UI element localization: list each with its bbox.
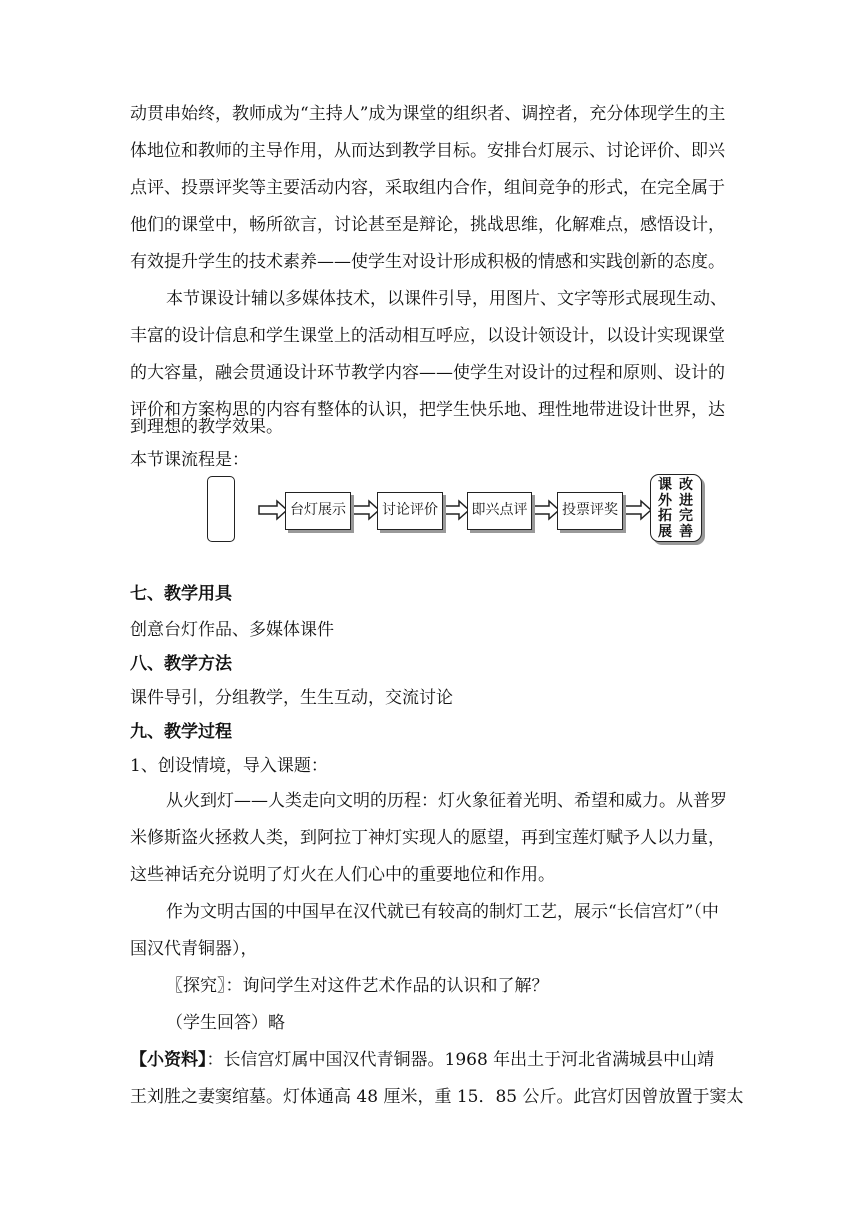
flow-final-col-1: 课外拓展 — [658, 477, 672, 540]
paragraph-1-line-1: 动贯串始终，教师成为“主持人”成为课堂的组织者、调控者，充分体现学生的主 — [130, 104, 726, 124]
flow-step-3-label: 即兴点评 — [471, 502, 528, 518]
arrow-4 — [532, 501, 559, 519]
paragraph-2-line-5: 到理想的教学效果。 — [130, 417, 283, 437]
section-7-title: 七、教学用具 — [130, 584, 232, 604]
paragraph-4-line-1: 作为文明古国的中国早在汉代就已有较高的制灯工艺，展示“长信宫灯”（中 — [166, 902, 719, 922]
flow-final-box — [650, 474, 702, 542]
flow-step-1 — [285, 492, 351, 530]
section-7-body: 创意台灯作品、多媒体课件 — [130, 620, 334, 640]
flowchart-arrows — [205, 474, 715, 546]
paragraph-2-line-3: 的大容量，融会贯通设计环节教学内容——使学生对设计的过程和原则、设计的 — [130, 363, 725, 383]
paragraph-1-line-5: 有效提升学生的技术素养——使学生对设计形成积极的情感和实践创新的态度。 — [130, 252, 725, 272]
paragraph-3-line-1: 从火到灯——人类走向文明的历程：灯火象征着光明、希望和威力。从普罗 — [166, 791, 727, 811]
student-answer-line: （学生回答）略 — [166, 1013, 285, 1033]
paragraph-2-line-1: 本节课设计辅以多媒体技术，以课件引导，用图片、文字等形式展现生动、 — [166, 289, 727, 309]
material-label: 【小资料】 — [130, 1050, 207, 1070]
explore-line: 〖探究〗：询问学生对这件艺术作品的认识和了解？ — [166, 976, 549, 996]
arrow-1 — [259, 501, 287, 519]
arrow-2 — [351, 501, 379, 519]
paragraph-1-line-3: 点评、投票评奖等主要活动内容，采取组内合作，组间竞争的形式，在完全属于 — [130, 178, 725, 198]
section-9-sub-1: 1、创设情境，导入课题： — [130, 756, 328, 776]
flow-intro: 本节课流程是： — [130, 450, 249, 470]
paragraph-3-line-2: 米修斯盗火拯救人类，到阿拉丁神灯实现人的愿望，再到宝莲灯赋予人以力量， — [130, 828, 725, 848]
material-text-1: ：长信宫灯属中国汉代青铜器。1968 年出土于河北省满城县中山靖 — [206, 1050, 715, 1070]
arrow-3 — [443, 501, 469, 519]
paragraph-1-line-4: 他们的课堂中，畅所欲言，讨论甚至是辩论，挑战思维，化解难点，感悟设计， — [130, 215, 725, 235]
flow-step-2 — [377, 492, 443, 530]
section-9-title: 九、教学过程 — [130, 722, 232, 742]
flow-step-1-label: 台灯展示 — [290, 502, 346, 518]
flow-step-3 — [467, 492, 532, 530]
material-line-1 — [130, 1050, 714, 1070]
paragraph-2-line-4: 评价和方案构思的内容有整体的认识，把学生快乐地、理性地带进设计世界，达 — [130, 400, 725, 420]
flow-final-col-2: 改进完善 — [679, 477, 693, 540]
lesson-flowchart — [205, 474, 715, 546]
material-line-2: 王刘胜之妻窦绾墓。灯体通高 48 厘米，重 15．85 公斤。此宫灯因曾放置于窦太 — [130, 1087, 744, 1107]
paragraph-4-line-2: 国汉代青铜器）， — [130, 939, 258, 959]
section-8-title: 八、教学方法 — [130, 654, 232, 674]
paragraph-3-line-3: 这些神话充分说明了灯火在人们心中的重要地位和作用。 — [130, 865, 555, 885]
flow-step-4 — [557, 492, 623, 530]
section-8-body: 课件导引，分组教学，生生互动，交流讨论 — [130, 688, 453, 708]
arrow-5 — [623, 501, 651, 519]
flow-start-box — [207, 476, 235, 542]
flow-step-4-label: 投票评奖 — [562, 502, 618, 518]
flow-step-2-label: 讨论评价 — [382, 502, 438, 518]
paragraph-1-line-2: 体地位和教师的主导作用，从而达到教学目标。安排台灯展示、讨论评价、即兴 — [130, 141, 725, 161]
paragraph-2-line-2: 丰富的设计信息和学生课堂上的活动相互呼应，以设计领设计，以设计实现课堂 — [130, 326, 725, 346]
